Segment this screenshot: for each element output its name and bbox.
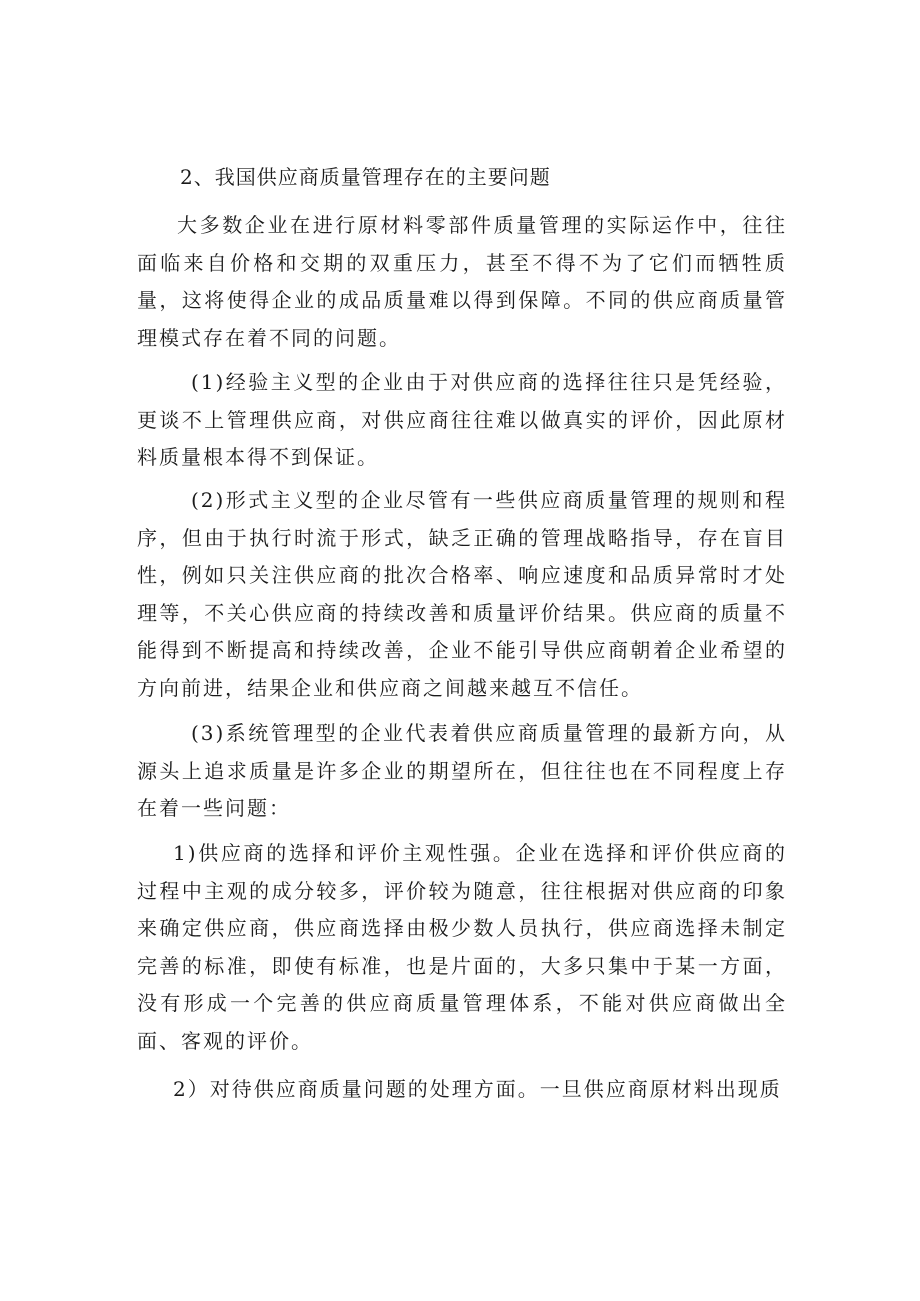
paragraph-quality-handling: 2）对待供应商质量问题的处理方面。一旦供应商原材料出现质 (173, 1077, 782, 1101)
paragraph-intro: 大多数企业在进行原材料零部件质量管理的实际运作中，往往面临来自价格和交期的双重压力，甚至不得不为了它们而牺牲质量，这将使得企业的成品质量难以得到保障。不同的供应商质量管理模式存在着不同的问题。 (137, 213, 787, 350)
section-heading: 2、我国供应商质量管理存在的主要问题 (180, 165, 551, 189)
paragraph-empiricism: (1)经验主义型的企业由于对供应商的选择往往只是凭经验，更谈不上管理供应商，对供应商往往难以做真实的评价，因此原材料质量根本得不到保证。 (137, 370, 787, 469)
paragraph-system-management: (3)系统管理型的企业代表着供应商质量管理的最新方向，从源头上追求质量是许多企业的期望所在，但往往也在不同程度上存在着一些问题： (137, 721, 787, 820)
paragraph-selection-evaluation: 1)供应商的选择和评价主观性强。企业在选择和评价供应商的过程中主观的成分较多，评价较为随意，往往根据对供应商的印象来确定供应商，供应商选择由极少数人员执行，供应商选择未制定完善的标准，即使有标准，也是片面的，大多只集中于某一方面，没有形成一个完善的供应商质量管理体系，不能对供应商做出全面、客观的评价。 (137, 841, 787, 1053)
paragraph-formalism: (2)形式主义型的企业尽管有一些供应商质量管理的规则和程序，但由于执行时流于形式，缺乏正确的管理战略指导，存在盲目性，例如只关注供应商的批次合格率、响应速度和品质异常时才处理等，不关心供应商的持续改善和质量评价结果。供应商的质量不能得到不断提高和持续改善，企业不能引导供应商朝着企业希望的方向前进，结果企业和供应商之间越来越互不信任。 (137, 488, 787, 700)
